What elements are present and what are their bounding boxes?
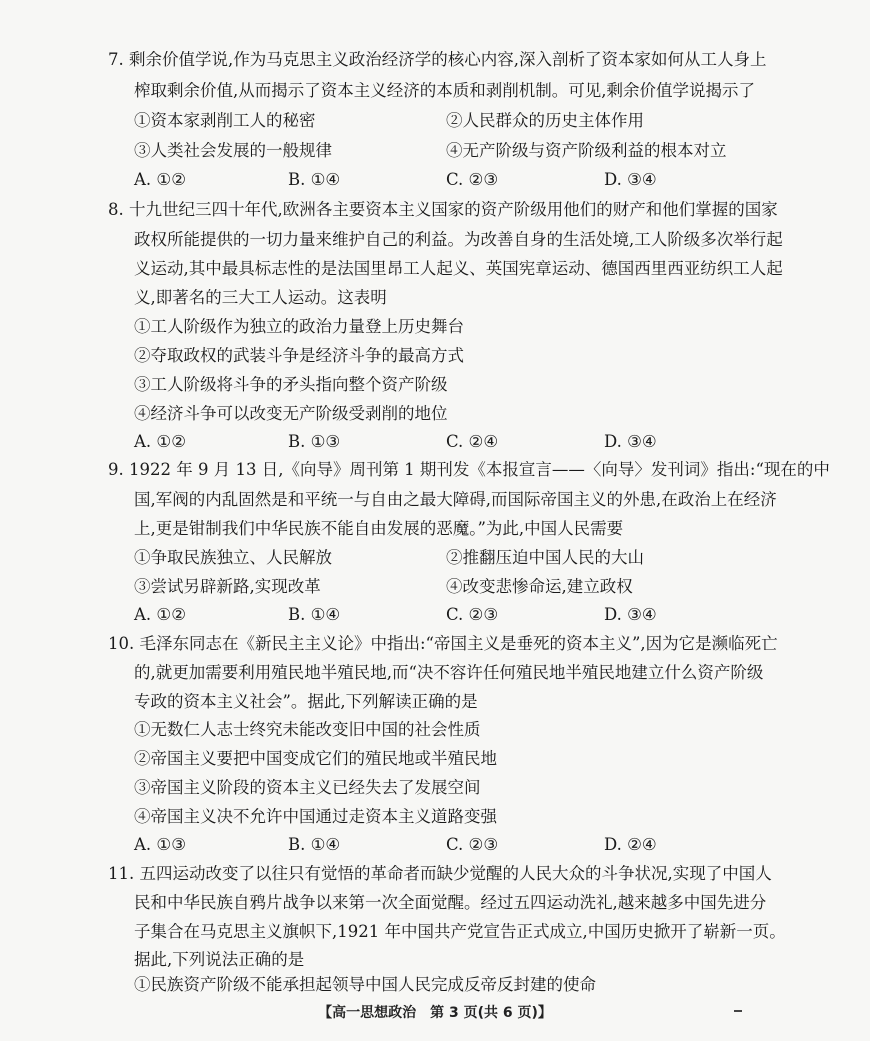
- page-footer: 【高一思想政治 第 3 页(共 6 页)】: [318, 1005, 552, 1021]
- option-1: ①争取民族独立、人民解放: [134, 548, 332, 567]
- question-stem-line: 义运动,其中最具标志性的是法国里昂工人起义、英国宪章运动、德国西里西亚纺织工人起: [134, 259, 783, 278]
- option-4: ④经济斗争可以改变无产阶级受剥削的地位: [134, 404, 448, 423]
- question-stem-line: 民和中华民族自鸦片战争以来第一次全面觉醒。经过五四运动洗礼,越来越多中国先进分: [134, 893, 767, 912]
- question-stem-line: 的,就更加需要利用殖民地半殖民地,而“决不容许任何殖民地半殖民地建立什么资产阶级: [134, 663, 764, 682]
- question-stem-line: 国,军阀的内乱固然是和平统一与自由之最大障碍,而国际帝国主义的外患,在政治上在经济: [134, 490, 777, 509]
- answer-b: B. ①④: [288, 835, 341, 854]
- option-2: ②人民群众的历史主体作用: [446, 111, 644, 130]
- option-1: ①民族资产阶级不能承担起领导中国人民完成反帝反封建的使命: [134, 975, 596, 994]
- answer-d: D. ③④: [604, 605, 657, 624]
- answer-b: B. ①④: [288, 605, 341, 624]
- answer-a: A. ①②: [134, 170, 186, 189]
- option-3: ③工人阶级将斗争的矛头指向整个资产阶级: [134, 375, 448, 394]
- question-stem-line: 义,即著名的三大工人运动。这表明: [134, 288, 387, 307]
- question-stem-line: 子集合在马克思主义旗帜下,1921 年中国共产党宣告正式成立,中国历史掀开了崭新一页。: [134, 922, 786, 941]
- option-4: ④无产阶级与资产阶级利益的根本对立: [446, 141, 727, 160]
- question-stem-line: 8. 十九世纪三四十年代,欧洲各主要资本主义国家的资产阶级用他们的财产和他们掌握的国家: [108, 200, 778, 219]
- page-mark: [734, 1010, 742, 1012]
- question-stem-line: 11. 五四运动改变了以往只有觉悟的革命者而缺少觉醒的人民大众的斗争状况,实现了中国人: [108, 864, 772, 883]
- answer-c: C. ②③: [446, 835, 499, 854]
- answer-a: A. ①③: [134, 835, 186, 854]
- option-4: ④帝国主义决不允许中国通过走资本主义道路变强: [134, 807, 497, 826]
- answer-d: D. ③④: [604, 170, 657, 189]
- option-4: ④改变悲惨命运,建立政权: [446, 577, 633, 596]
- question-stem-line: 据此,下列说法正确的是: [134, 950, 305, 969]
- option-1: ①资本家剥削工人的秘密: [134, 111, 316, 130]
- question-stem-line: 专政的资本主义社会”。据此,下列解读正确的是: [134, 692, 478, 711]
- question-stem-line: 榨取剩余价值,从而揭示了资本主义经济的本质和剥削机制。可见,剩余价值学说揭示了: [134, 81, 755, 100]
- answer-a: A. ①②: [134, 605, 186, 624]
- option-3: ③人类社会发展的一般规律: [134, 141, 332, 160]
- answer-b: B. ①④: [288, 170, 341, 189]
- question-stem-line: 上,更是钳制我们中华民族不能自由发展的恶魔。”为此,中国人民需要: [134, 519, 624, 538]
- option-2: ②推翻压迫中国人民的大山: [446, 548, 644, 567]
- question-stem-line: 10. 毛泽东同志在《新民主主义论》中指出:“帝国主义是垂死的资本主义”,因为它是濒临死亡: [108, 634, 778, 653]
- question-stem-line: 7. 剩余价值学说,作为马克思主义政治经济学的核心内容,深入剖析了资本家如何从工人身上: [108, 50, 767, 69]
- option-2: ②帝国主义要把中国变成它们的殖民地或半殖民地: [134, 749, 497, 768]
- option-1: ①工人阶级作为独立的政治力量登上历史舞台: [134, 317, 464, 336]
- option-3: ③帝国主义阶段的资本主义已经失去了发展空间: [134, 778, 481, 797]
- answer-d: D. ②④: [604, 835, 657, 854]
- option-2: ②夺取政权的武装斗争是经济斗争的最高方式: [134, 346, 464, 365]
- answer-c: C. ②④: [446, 432, 499, 451]
- question-stem-line: 9. 1922 年 9 月 13 日,《向导》周刊第 1 期刊发《本报宣言——〈向导〉发刊词》指出:“现在的中: [108, 460, 830, 479]
- answer-c: C. ②③: [446, 170, 499, 189]
- answer-c: C. ②③: [446, 605, 499, 624]
- answer-b: B. ①③: [288, 432, 341, 451]
- answer-a: A. ①②: [134, 432, 186, 451]
- option-1: ①无数仁人志士终究未能改变旧中国的社会性质: [134, 720, 481, 739]
- answer-d: D. ③④: [604, 432, 657, 451]
- option-3: ③尝试另辟新路,实现改革: [134, 577, 321, 596]
- question-stem-line: 政权所能提供的一切力量来维护自己的利益。为改善自身的生活处境,工人阶级多次举行起: [134, 230, 783, 249]
